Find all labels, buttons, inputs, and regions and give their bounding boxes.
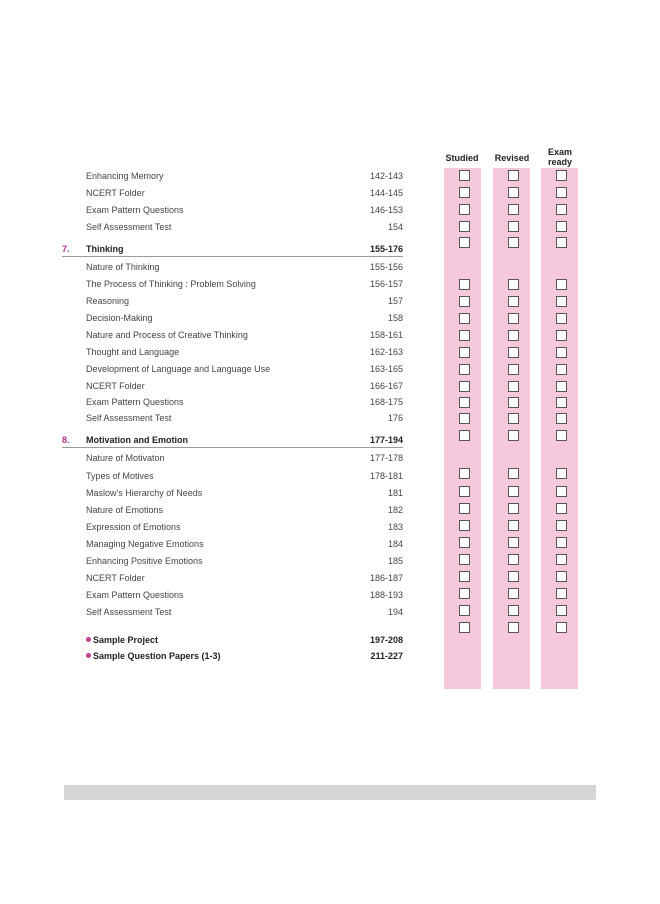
page-range: 184 — [387, 539, 403, 549]
page-range: 166-167 — [369, 381, 403, 391]
revised-checkbox[interactable] — [508, 364, 519, 375]
studied-checkbox[interactable] — [459, 381, 470, 392]
exam-ready-checkbox[interactable] — [556, 330, 567, 341]
studied-checkbox[interactable] — [459, 204, 470, 215]
topic-title: Reasoning — [86, 296, 130, 306]
page-range: 185 — [387, 556, 403, 566]
studied-checkbox[interactable] — [459, 486, 470, 497]
topic-title: Sample Project — [93, 635, 159, 645]
studied-checkbox[interactable] — [459, 313, 470, 324]
studied-checkbox[interactable] — [459, 364, 470, 375]
topic-title: Enhancing Memory — [86, 171, 164, 181]
exam-ready-checkbox[interactable] — [556, 430, 567, 441]
studied-checkbox[interactable] — [459, 296, 470, 307]
revised-checkbox[interactable] — [508, 413, 519, 424]
exam-ready-checkbox[interactable] — [556, 537, 567, 548]
topic-title: Managing Negative Emotions — [86, 539, 204, 549]
revised-checkbox[interactable] — [508, 520, 519, 531]
revised-checkbox[interactable] — [508, 187, 519, 198]
exam-ready-checkbox[interactable] — [556, 187, 567, 198]
page-range: 176 — [387, 413, 403, 423]
page-range: 142-143 — [369, 171, 403, 181]
revised-checkbox[interactable] — [508, 486, 519, 497]
studied-checkbox[interactable] — [459, 170, 470, 181]
studied-checkbox[interactable] — [459, 413, 470, 424]
topic-title: Exam Pattern Questions — [86, 205, 184, 215]
page-range: 155-156 — [369, 262, 403, 272]
revised-header: Revised — [494, 153, 530, 163]
topic-title: Self Assessment Test — [86, 222, 172, 232]
studied-checkbox[interactable] — [459, 187, 470, 198]
revised-checkbox[interactable] — [508, 204, 519, 215]
topic-title: Sample Question Papers (1-3) — [93, 651, 221, 661]
page-range: 144-145 — [369, 188, 403, 198]
page-range: 158 — [387, 313, 403, 323]
topic-title: Nature of Thinking — [86, 262, 160, 272]
topic-title: The Process of Thinking : Problem Solving — [86, 279, 256, 289]
page-range: 156-157 — [369, 279, 403, 289]
page-range: 163-165 — [369, 364, 403, 374]
topic-title: Types of Motives — [86, 471, 154, 481]
exam-ready-checkbox[interactable] — [556, 554, 567, 565]
page-range: 177-178 — [369, 453, 403, 463]
studied-checkbox[interactable] — [459, 221, 470, 232]
studied-checkbox[interactable] — [459, 588, 470, 599]
revised-checkbox[interactable] — [508, 537, 519, 548]
exam-ready-checkbox[interactable] — [556, 296, 567, 307]
studied-checkbox[interactable] — [459, 430, 470, 441]
revised-checkbox[interactable] — [508, 397, 519, 408]
revised-checkbox[interactable] — [508, 347, 519, 358]
page-range: 194 — [387, 607, 403, 617]
footer-bar — [64, 785, 596, 800]
revised-checkbox[interactable] — [508, 605, 519, 616]
revised-checkbox[interactable] — [508, 313, 519, 324]
topic-title: Decision-Making — [86, 313, 153, 323]
bullet-icon — [86, 637, 91, 642]
topic-title: Thought and Language — [86, 347, 180, 357]
topic-title: Self Assessment Test — [86, 607, 172, 617]
topic-title: Enhancing Positive Emotions — [86, 556, 203, 566]
studied-checkbox[interactable] — [459, 622, 470, 633]
exam-ready-checkbox[interactable] — [556, 397, 567, 408]
topic-row — [0, 452, 660, 468]
exam-ready-header-line1: Exam — [547, 147, 573, 157]
exam-ready-checkbox[interactable] — [556, 503, 567, 514]
exam-ready-checkbox[interactable] — [556, 486, 567, 497]
topic-title: Expression of Emotions — [86, 522, 181, 532]
page-range: 186-187 — [369, 573, 403, 583]
topic-title: Nature of Motivaton — [86, 453, 165, 463]
revised-checkbox[interactable] — [508, 622, 519, 633]
page-range: 178-181 — [369, 471, 403, 481]
page-range: 157 — [387, 296, 403, 306]
topic-title: Development of Language and Language Use — [86, 364, 271, 374]
exam-ready-header-line2: ready — [547, 157, 573, 167]
chapter-number: 8. — [62, 435, 70, 445]
exam-ready-checkbox[interactable] — [556, 605, 567, 616]
revised-checkbox[interactable] — [508, 430, 519, 441]
topic-title: NCERT Folder — [86, 188, 145, 198]
revised-checkbox[interactable] — [508, 170, 519, 181]
studied-checkbox[interactable] — [459, 237, 470, 248]
studied-checkbox[interactable] — [459, 571, 470, 582]
revised-checkbox[interactable] — [508, 571, 519, 582]
page-range: 162-163 — [369, 347, 403, 357]
page-range: 146-153 — [369, 205, 403, 215]
page-range: 158-161 — [369, 330, 403, 340]
topic-title: Exam Pattern Questions — [86, 397, 184, 407]
studied-checkbox[interactable] — [459, 520, 470, 531]
revised-checkbox[interactable] — [508, 588, 519, 599]
topic-title: Maslow's Hierarchy of Needs — [86, 488, 203, 498]
exam-ready-checkbox[interactable] — [556, 170, 567, 181]
studied-checkbox[interactable] — [459, 503, 470, 514]
studied-checkbox[interactable] — [459, 397, 470, 408]
exam-ready-checkbox[interactable] — [556, 279, 567, 290]
exam-ready-checkbox[interactable] — [556, 520, 567, 531]
revised-checkbox[interactable] — [508, 296, 519, 307]
page-range: 155-176 — [369, 244, 403, 254]
exam-ready-header — [530, 147, 590, 167]
page-range: 181 — [387, 488, 403, 498]
topic-title: Self Assessment Test — [86, 413, 172, 423]
revised-checkbox[interactable] — [508, 381, 519, 392]
studied-checkbox[interactable] — [459, 279, 470, 290]
chapter-title: Motivation and Emotion — [86, 435, 188, 445]
revised-checkbox[interactable] — [508, 554, 519, 565]
topic-title: Nature and Process of Creative Thinking — [86, 330, 248, 340]
studied-header: Studied — [445, 153, 479, 163]
revised-checkbox[interactable] — [508, 330, 519, 341]
revised-checkbox[interactable] — [508, 468, 519, 479]
exam-ready-checkbox[interactable] — [556, 381, 567, 392]
topic-row — [0, 261, 660, 277]
exam-ready-checkbox[interactable] — [556, 571, 567, 582]
bullet-icon — [86, 653, 91, 658]
studied-checkbox[interactable] — [459, 330, 470, 341]
page-range: 154 — [387, 222, 403, 232]
appendix-row — [0, 650, 660, 666]
page-range: 188-193 — [369, 590, 403, 600]
exam-ready-checkbox[interactable] — [556, 622, 567, 633]
topic-title: Nature of Emotions — [86, 505, 164, 515]
exam-ready-checkbox[interactable] — [556, 364, 567, 375]
studied-checkbox[interactable] — [459, 605, 470, 616]
revised-checkbox[interactable] — [508, 279, 519, 290]
topic-title: NCERT Folder — [86, 573, 145, 583]
page-range: 177-194 — [369, 435, 403, 445]
chapter-rule — [62, 256, 403, 257]
exam-ready-checkbox[interactable] — [556, 468, 567, 479]
page-range: 183 — [387, 522, 403, 532]
exam-ready-checkbox[interactable] — [556, 204, 567, 215]
revised-checkbox[interactable] — [508, 237, 519, 248]
topic-title: NCERT Folder — [86, 381, 145, 391]
chapter-number: 7. — [62, 244, 70, 254]
exam-ready-checkbox[interactable] — [556, 347, 567, 358]
exam-ready-checkbox[interactable] — [556, 221, 567, 232]
page-range: 211-227 — [370, 651, 403, 661]
page-range: 197-208 — [369, 635, 403, 645]
exam-ready-checkbox[interactable] — [556, 237, 567, 248]
studied-checkbox[interactable] — [459, 468, 470, 479]
revised-checkbox[interactable] — [508, 221, 519, 232]
studied-checkbox[interactable] — [459, 537, 470, 548]
chapter-title: Thinking — [86, 244, 124, 254]
appendix-row — [0, 634, 660, 650]
revised-checkbox[interactable] — [508, 503, 519, 514]
topic-title: Exam Pattern Questions — [86, 590, 184, 600]
exam-ready-checkbox[interactable] — [556, 588, 567, 599]
studied-checkbox[interactable] — [459, 347, 470, 358]
exam-ready-checkbox[interactable] — [556, 313, 567, 324]
page-range: 182 — [387, 505, 403, 515]
studied-checkbox[interactable] — [459, 554, 470, 565]
page-range: 168-175 — [369, 397, 403, 407]
exam-ready-checkbox[interactable] — [556, 413, 567, 424]
chapter-rule — [62, 447, 403, 448]
